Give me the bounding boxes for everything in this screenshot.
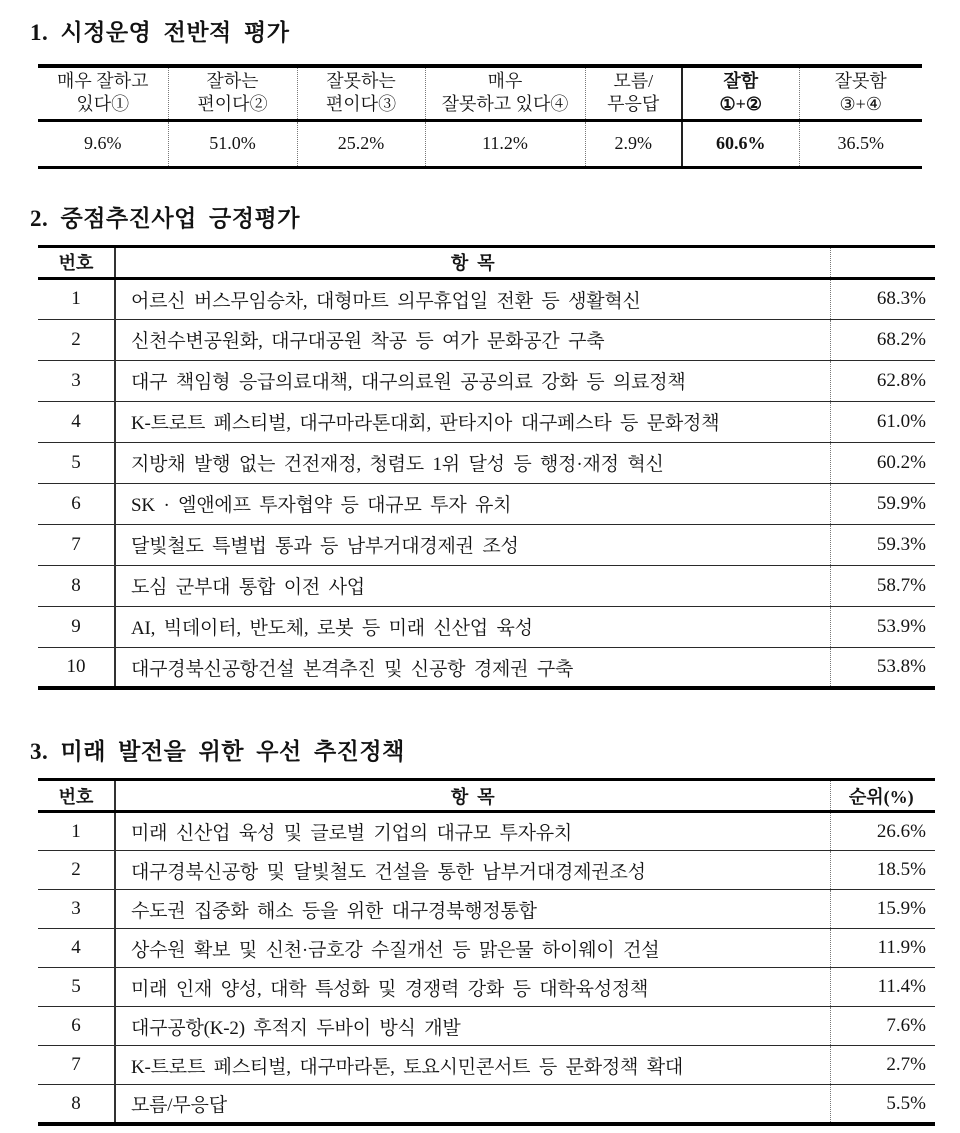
- item-cell: 수도권 집중화 해소 등을 위한 대구경북행정통합: [131, 900, 537, 922]
- row-number-cell: 4: [38, 929, 115, 968]
- table-row: [38, 524, 935, 565]
- table-row: [38, 442, 935, 483]
- row-number-cell: 4: [38, 401, 115, 442]
- percent-cell: 68.2%: [830, 319, 935, 360]
- table-row: [38, 278, 935, 319]
- item-cell: 모름/무응답: [131, 1095, 227, 1117]
- t3-header-number: 번호: [38, 780, 115, 812]
- t2-header-percent: [830, 246, 935, 278]
- t1-header-line2: 잘못하고 있다④: [441, 94, 569, 115]
- row-number-cell: 2: [38, 319, 115, 360]
- item-cell: 지방채 발행 없는 건전재정, 청렴도 1위 달성 등 행정·재정 혁신: [131, 454, 664, 476]
- table-row: [38, 968, 935, 1007]
- table-row: [38, 890, 935, 929]
- row-number-cell: 6: [38, 1007, 115, 1046]
- item-cell: 대구 책임형 응급의료대책, 대구의료원 공공의료 강화 등 의료정책: [131, 372, 686, 394]
- percent-cell: 5.5%: [830, 1085, 935, 1124]
- percent-cell: 61.0%: [830, 401, 935, 442]
- percent-cell: 11.4%: [830, 968, 935, 1007]
- table-row: [38, 647, 935, 688]
- item-cell: 달빛철도 특별법 통과 등 남부거대경제권 조성: [131, 536, 519, 558]
- t1-header-line2: 무응답: [607, 94, 660, 115]
- table-row: [38, 360, 935, 401]
- table-row: [38, 606, 935, 647]
- t2-header-item: 항 목: [450, 253, 495, 274]
- percent-cell: 59.3%: [830, 524, 935, 565]
- table-row: [38, 483, 935, 524]
- row-number-cell: 10: [38, 647, 115, 688]
- t1-header-line1: 매우: [487, 71, 523, 91]
- percent-cell: 26.6%: [830, 812, 935, 851]
- t1-header-very-good: [38, 66, 168, 120]
- item-cell: 미래 신산업 육성 및 글로벌 기업의 대규모 투자유치: [131, 823, 573, 845]
- row-number-cell: 2: [38, 851, 115, 890]
- table-row: [38, 812, 935, 851]
- percent-cell: 2.7%: [830, 1046, 935, 1085]
- t1-value-positive-total: 60.6%: [682, 120, 799, 167]
- t1-header-very-bad: [425, 66, 585, 120]
- overall-evaluation-table: [38, 64, 922, 169]
- table-row: [38, 929, 935, 968]
- item-cell: 어르신 버스무임승차, 대형마트 의무휴업일 전환 등 생활혁신: [131, 290, 641, 312]
- t1-header-good: [168, 66, 297, 120]
- section1-title: 1. 시정운영 전반적 평가: [30, 20, 290, 45]
- item-cell: 상수원 확보 및 신천·금호강 수질개선 등 맑은물 하이웨이 건설: [131, 939, 660, 961]
- t1-value-very-good: 9.6%: [84, 133, 122, 154]
- percent-cell: 53.8%: [830, 647, 935, 688]
- item-cell: 신천수변공원화, 대구대공원 착공 등 여가 문화공간 구축: [131, 331, 605, 353]
- t1-header-negative-total: [799, 66, 922, 120]
- row-number-cell: 9: [38, 606, 115, 647]
- row-number-cell: 7: [38, 524, 115, 565]
- t1-header-line1: 잘못하는: [326, 71, 396, 91]
- table-row: [38, 1007, 935, 1046]
- t3-header-item: 항 목: [450, 786, 495, 807]
- t3-header-rank-percent: 순위(%): [830, 780, 935, 812]
- row-number-cell: 1: [38, 278, 115, 319]
- row-number-cell: 1: [38, 812, 115, 851]
- item-cell: K-트로트 페스티벌, 대구마라톤대회, 판타지아 대구페스타 등 문화정책: [131, 413, 720, 435]
- t1-header-line2: ③+④: [839, 94, 882, 115]
- t1-header-line1: 잘함: [723, 71, 759, 91]
- t1-value-dont-know: 2.9%: [585, 120, 682, 167]
- row-number-cell: 3: [38, 890, 115, 929]
- t1-header-line1: 매우 잘하고: [57, 71, 149, 91]
- percent-cell: 68.3%: [830, 278, 935, 319]
- percent-cell: 7.6%: [830, 1007, 935, 1046]
- row-number-cell: 5: [38, 442, 115, 483]
- key-projects-table: [38, 245, 935, 691]
- percent-cell: 62.8%: [830, 360, 935, 401]
- section2-title: 2. 중점추진사업 긍정평가: [30, 205, 300, 231]
- table-row: [38, 401, 935, 442]
- t1-header-line1: 잘하는: [206, 71, 259, 91]
- t1-header-line1: 잘못함: [834, 71, 887, 91]
- t1-header-line1: 모름/: [613, 71, 654, 91]
- row-number-cell: 8: [38, 1085, 115, 1124]
- t2-header-number: 번호: [38, 246, 115, 278]
- item-cell: K-트로트 페스티벌, 대구마라톤, 토요시민콘서트 등 문화정책 확대: [131, 1056, 684, 1078]
- item-cell: AI, 빅데이터, 반도체, 로봇 등 미래 신산업 육성: [131, 618, 533, 640]
- item-cell: 대구경북신공항 및 달빛철도 건설을 통한 남부거대경제권조성: [131, 861, 646, 883]
- t1-value-row: [38, 120, 922, 167]
- t1-header-line2: 편이다③: [325, 94, 397, 115]
- t3-header-row: [38, 780, 935, 812]
- section3-title: 3. 미래 발전을 위한 우선 추진정책: [30, 739, 405, 765]
- row-number-cell: 5: [38, 968, 115, 1007]
- percent-cell: 58.7%: [830, 565, 935, 606]
- percent-cell: 60.2%: [830, 442, 935, 483]
- percent-cell: 11.9%: [830, 929, 935, 968]
- t1-header-dont-know: [585, 66, 682, 120]
- percent-cell: 18.5%: [830, 851, 935, 890]
- percent-cell: 59.9%: [830, 483, 935, 524]
- item-cell: 도심 군부대 통합 이전 사업: [131, 577, 365, 599]
- t1-header-row: [38, 66, 922, 120]
- table-row: [38, 565, 935, 606]
- table-row: [38, 1046, 935, 1085]
- t1-value-negative-total: 36.5%: [799, 120, 922, 167]
- row-number-cell: 3: [38, 360, 115, 401]
- t1-value-good: 51.0%: [168, 120, 297, 167]
- table-row: [38, 851, 935, 890]
- t1-value-bad: 25.2%: [297, 120, 425, 167]
- t2-header-row: [38, 246, 935, 278]
- t1-header-line2: ①+②: [719, 94, 763, 115]
- item-cell: SK · 엘앤에프 투자협약 등 대규모 투자 유치: [131, 495, 512, 517]
- t1-value-very-bad: 11.2%: [425, 120, 585, 167]
- table-row: [38, 1085, 935, 1124]
- row-number-cell: 7: [38, 1046, 115, 1085]
- row-number-cell: 8: [38, 565, 115, 606]
- item-cell: 대구공항(K-2) 후적지 두바이 방식 개발: [131, 1017, 461, 1039]
- item-cell: 대구경북신공항건설 본격추진 및 신공항 경제권 구축: [131, 658, 574, 680]
- percent-cell: 53.9%: [830, 606, 935, 647]
- item-cell: 미래 인재 양성, 대학 특성화 및 경쟁력 강화 등 대학육성정책: [131, 978, 649, 1000]
- t1-header-line2: 편이다②: [197, 94, 268, 115]
- t1-header-line2: 있다①: [76, 94, 130, 115]
- priority-policies-table: [38, 778, 935, 1126]
- table-row: [38, 319, 935, 360]
- row-number-cell: 6: [38, 483, 115, 524]
- t1-header-positive-total: [682, 66, 799, 120]
- percent-cell: 15.9%: [830, 890, 935, 929]
- t1-header-bad: [297, 66, 425, 120]
